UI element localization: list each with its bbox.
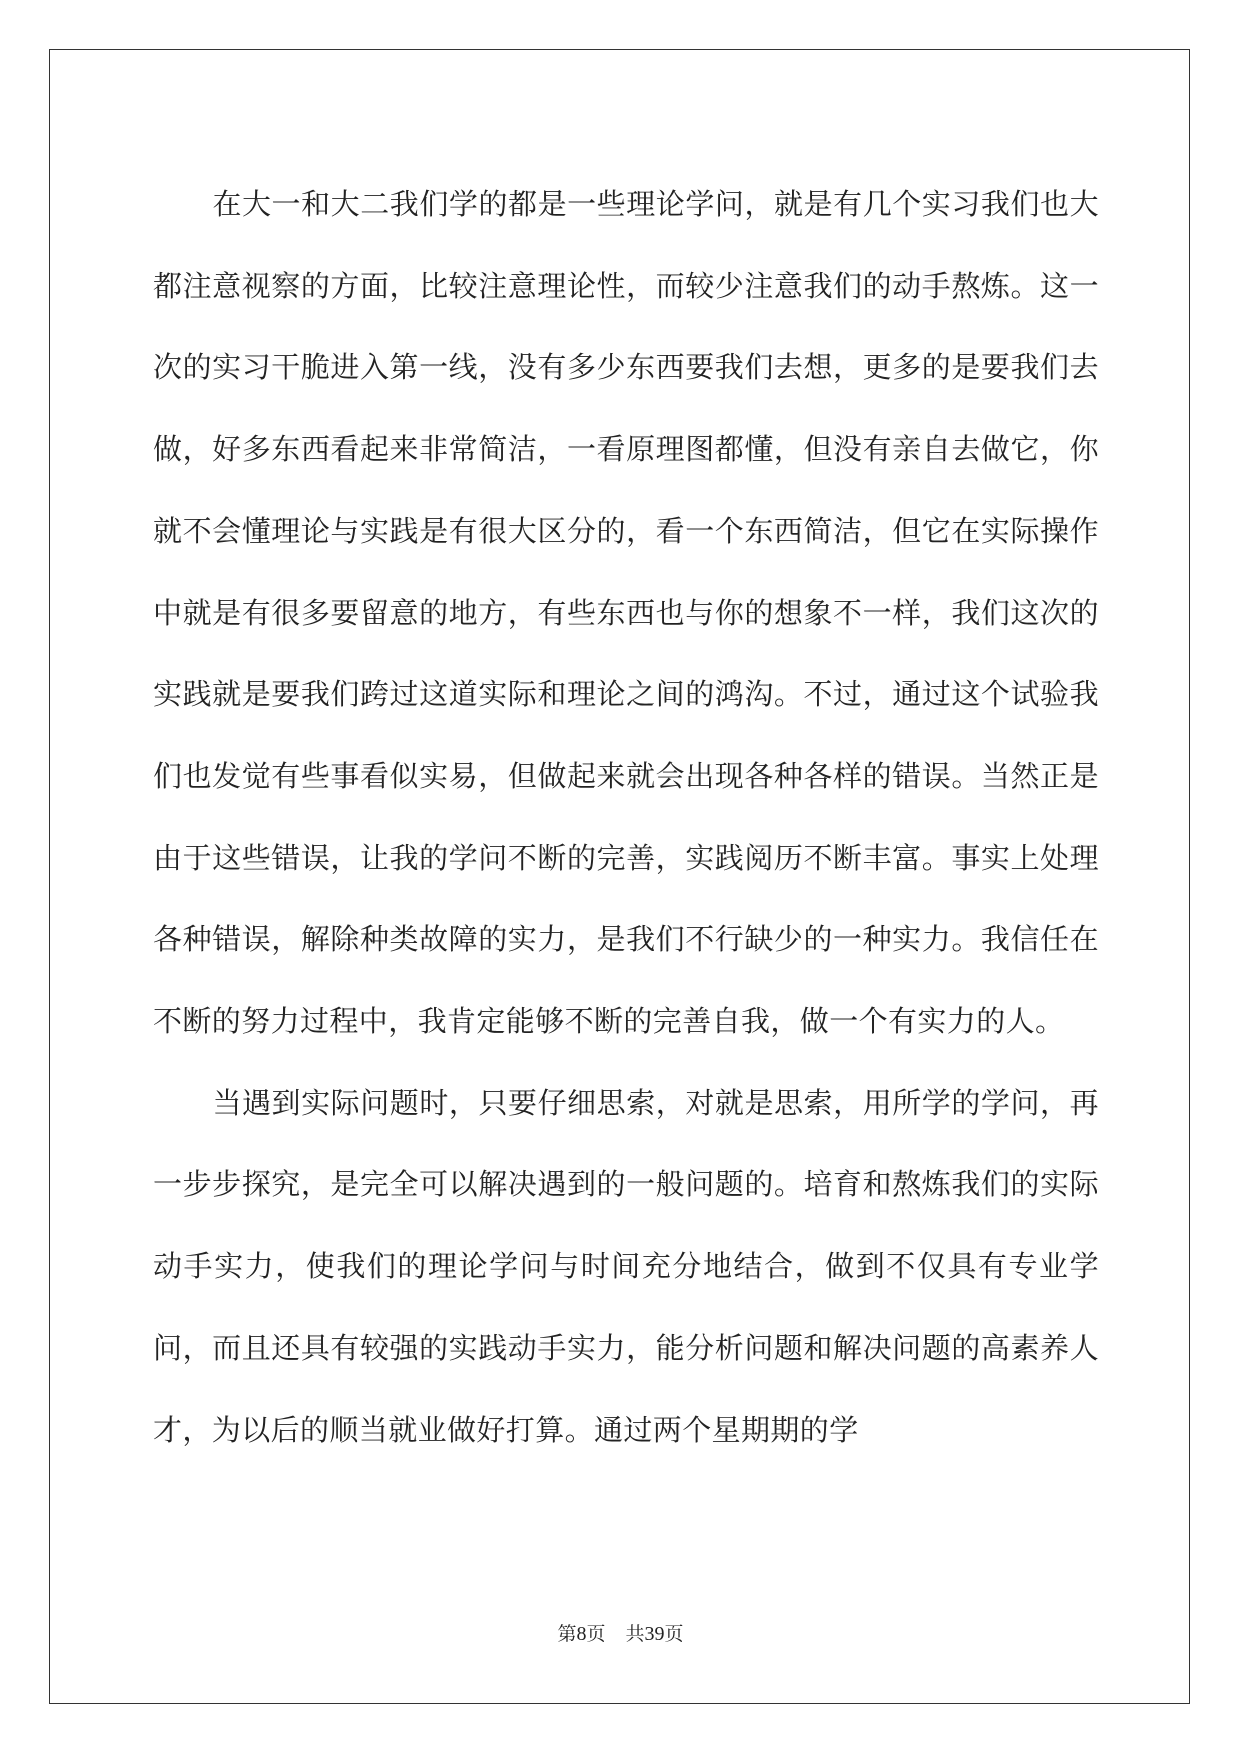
page-number: 8 [576,1623,587,1645]
page-prefix: 第 [557,1623,577,1645]
page-footer [0,1622,1241,1646]
total-pages: 39 [644,1623,665,1645]
paragraph: 在大一和大二我们学的都是一些理论学问，就是有几个实习我们也大都注意视察的方面，比较注意理论性，而较少注意我们的动手熬炼。这一次的实习干脆进入第一线，没有多少东西要我们去想，更多的是要我们去做，好多东西看起来非常简洁，一看原理图都懂，但没有亲自去做它，你就不会懂理论与实践是有很大区分的，看一个东西简洁，但它在实际操作中就是有很多要留意的地方，有些东西也与你的想象不一样，我们这次的实践就是要我们跨过这道实际和理论之间的鸿沟。不过，通过这个试验我们也发觉有些事看似实易，但做起来就会出现各种各样的错误。当然正是由于这些错误，让我的学问不断的完善，实践阅历不断丰富。事实上处理各种错误，解除种类故障的实力，是我们不行缺少的一种实力。我信任在不断的努力过程中，我肯定能够不断的完善自我，做一个有实力的人。 [153,187,1099,1039]
page-unit: 页 [586,1623,606,1645]
total-unit: 页 [664,1623,684,1645]
total-prefix: 共 [625,1623,645,1645]
paragraph: 当遇到实际问题时，只要仔细思索，对就是思索，用所学的学问，再一步步探究，是完全可以解决遇到的一般问题的。培育和熬炼我们的实际动手实力，使我们的理论学问与时间充分地结合，做到不仅具有专业学问，而且还具有较强的实践动手实力，能分析问题和解决问题的高素养人才，为以后的顺当就业做好打算。通过两个星期期的学 [153,1085,1099,1447]
document-body [153,164,1099,1471]
